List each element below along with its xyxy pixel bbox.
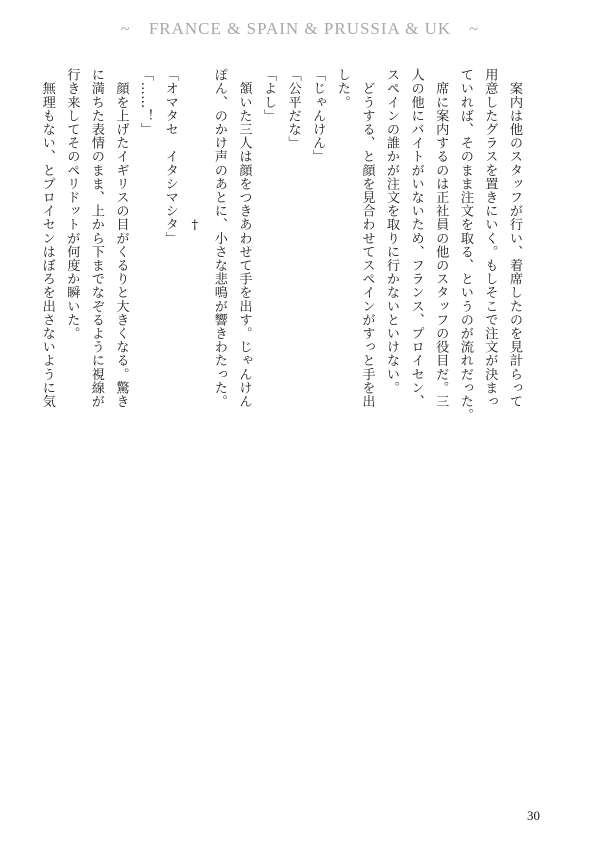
page-number: 30: [527, 808, 540, 823]
text-line: 「じゃんけん」: [310, 68, 326, 164]
text-line: 席に案内するのは正社員の他のスタッフの役目だ。三: [433, 68, 449, 408]
text-line: 頷いた三人は顔をつきあわせて手を出す。じゃんけん: [236, 68, 252, 408]
text-line: ていれば、そのまま注文を取る、というのが流れだった。: [457, 68, 473, 422]
text-line: 「よし」: [261, 68, 277, 123]
text-line: した。: [334, 68, 350, 109]
text-line: スペインの誰かが注文を取りに行かないといけない。: [384, 68, 400, 395]
text-line: 「……！」: [138, 68, 154, 136]
text-line: 用意したグラスを置きにいく。もしそこで注文が決まっ: [482, 68, 498, 408]
text-line: 顔を上げたイギリスの目がくるりと大きくなる。驚き: [113, 68, 129, 408]
text-line: 人の他にバイトがいないため、フランス、プロイセン、: [408, 68, 424, 408]
text-line: ぽん、のかけ声のあとに、小さな悲鳴が響きわたった。: [211, 68, 227, 408]
text-line: 無理もない、とプロイセンはぼろを出さないように気: [39, 68, 55, 408]
upper-text-block: [39, 68, 526, 422]
text-line: 「公平だな」: [285, 68, 301, 150]
text-line: 案内は他のスタッフが行い、着席したのを見計らって: [507, 68, 522, 408]
text-line: どうする、と顔を見合わせてスペインがすっと手を出: [359, 68, 375, 408]
text-line: 「オマタセ イタシマシタ」: [162, 68, 178, 245]
text-line: に満ちた表情のまま、上から下までなぞるように視線が: [88, 68, 104, 408]
section-divider-mark: †: [187, 218, 203, 234]
text-line: 行き来してそのペリドットが何度か瞬いた。: [64, 68, 80, 340]
page-header: ~ FRANCE & SPAIN & PRUSSIA & UK ~: [120, 19, 480, 38]
